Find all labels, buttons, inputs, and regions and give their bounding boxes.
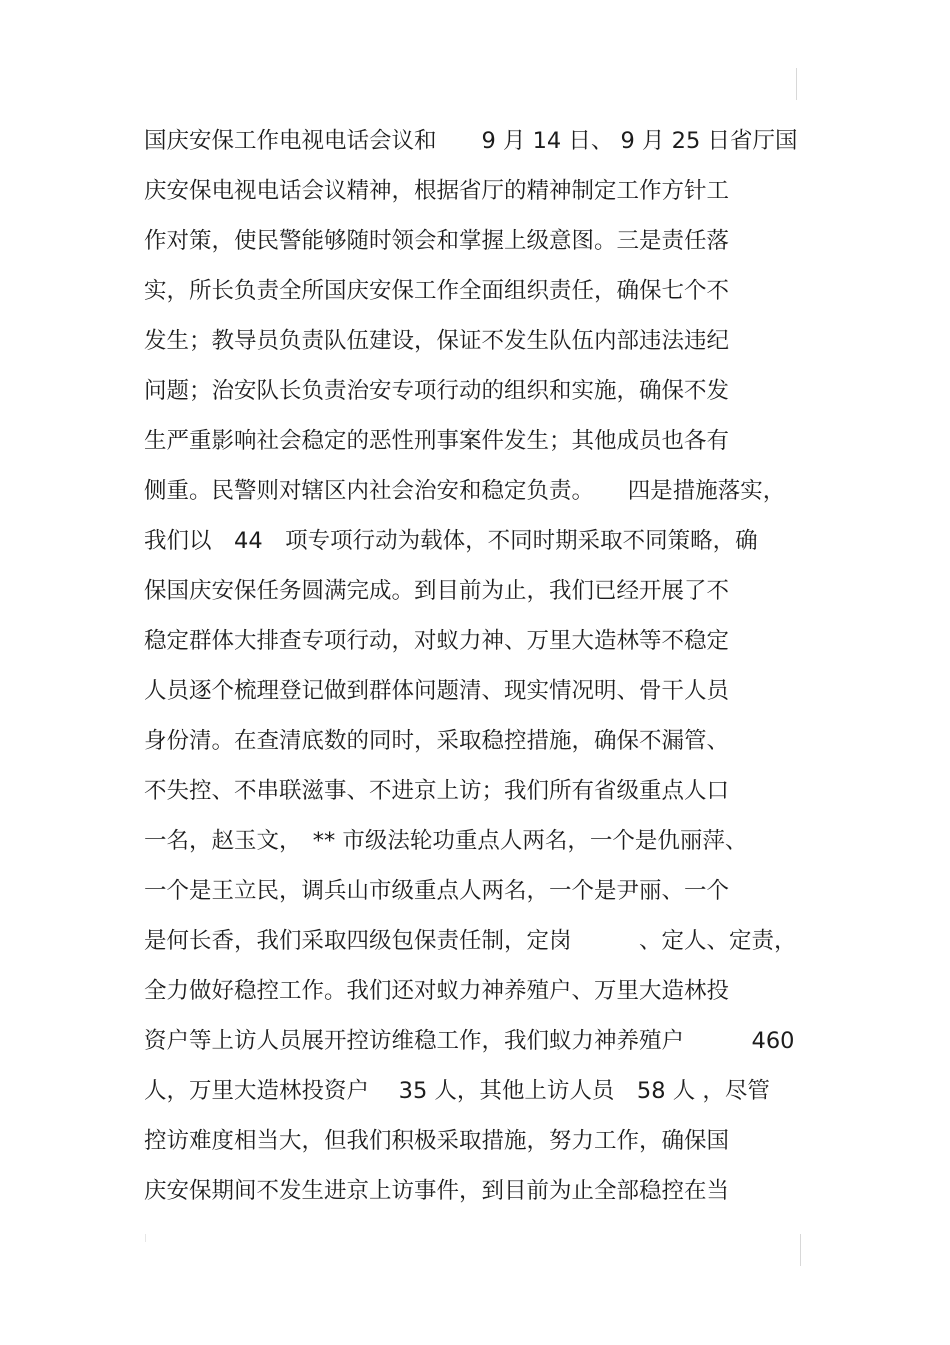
- text-line-20: 人，万里大造林投资户 35 人，其他上访人员 58 人 ，尽管: [144, 1078, 770, 1104]
- text-line-11: 稳定群体大排查专项行动，对蚁力神、万里大造林等不稳定: [144, 628, 730, 654]
- text-line-15: 一名，赵玉文， ** 市级法轮功重点人两名，一个是仇丽萍、: [144, 828, 748, 854]
- text-line-12: 人员逐个梳理登记做到群体问题清、现实情况明、骨干人员: [144, 678, 730, 704]
- text-line-16: 一个是王立民，调兵山市级重点人两名，一个是尹丽、一个: [144, 878, 730, 904]
- text-line-8: 侧重。民警则对辖区内社会治安和稳定负责。 四是措施落实，: [144, 478, 786, 504]
- text-line-21: 控访难度相当大，但我们积极采取措施，努力工作，确保国: [144, 1128, 730, 1154]
- text-line-22: 庆安保期间不发生进京上访事件，到目前为止全部稳控在当: [144, 1178, 730, 1204]
- text-line-19: 资户等上访人员展开控访维稳工作，我们蚁力神养殖户 460: [144, 1028, 795, 1054]
- text-line-4: 实，所长负责全所国庆安保工作全面组织责任，确保七个不: [144, 278, 730, 304]
- text-line-6: 问题；治安队长负责治安专项行动的组织和实施，确保不发: [144, 378, 730, 404]
- top-right-margin-mark: [796, 68, 797, 100]
- text-line-17: 是何长香，我们采取四级包保责任制，定岗 、定人、定责，: [144, 928, 797, 954]
- text-line-14: 不失控、不串联滋事、不进京上访；我们所有省级重点人口: [144, 778, 730, 804]
- text-line-2: 庆安保电视电话会议精神，根据省厅的精神制定工作方针工: [144, 178, 730, 204]
- text-line-1: 国庆安保工作电视电话会议和 9 月 14 日、 9 月 25 日省厅国: [144, 128, 798, 154]
- bottom-right-margin-mark: [800, 1234, 801, 1266]
- bottom-left-margin-mark: [145, 1234, 146, 1242]
- text-line-18: 全力做好稳控工作。我们还对蚁力神养殖户、万里大造林投: [144, 978, 730, 1004]
- text-line-3: 作对策，使民警能够随时领会和掌握上级意图。三是责任落: [144, 228, 730, 254]
- text-line-9: 我们以 44 项专项行动为载体，不同时期采取不同策略，确: [144, 528, 758, 554]
- text-line-10: 保国庆安保任务圆满完成。到目前为止，我们已经开展了不: [144, 578, 730, 604]
- text-line-5: 发生；教导员负责队伍建设，保证不发生队伍内部违法违纪: [144, 328, 730, 354]
- text-line-13: 身份清。在查清底数的同时，采取稳控措施，确保不漏管、: [144, 728, 730, 754]
- text-line-7: 生严重影响社会稳定的恶性刑事案件发生；其他成员也各有: [144, 428, 730, 454]
